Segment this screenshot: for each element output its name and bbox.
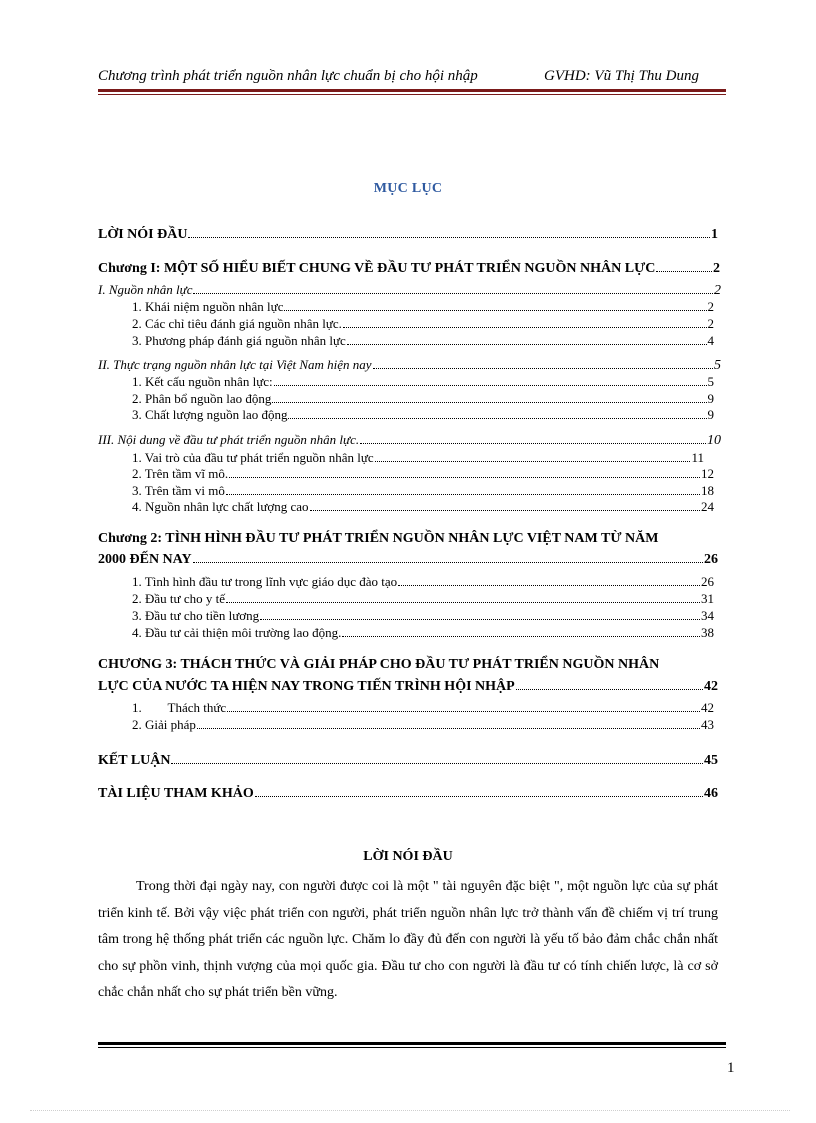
toc-entry-label: 1. Kết cấu nguồn nhân lực:: [132, 373, 273, 389]
toc-entry-page: 26: [701, 573, 714, 589]
toc-entry-page: 18: [701, 482, 714, 498]
toc-entry-page: 2: [707, 298, 714, 314]
toc-entry-chapter-3[interactable]: [98, 676, 718, 695]
toc-leader-dots: [226, 590, 700, 603]
toc-entry-label: 3. Trên tầm vi mô: [132, 482, 225, 498]
toc-leader-dots: [274, 373, 707, 386]
toc-entry-page: 10: [707, 432, 721, 448]
toc-entry-page: 9: [707, 390, 714, 406]
header-rule-thin: [98, 94, 726, 95]
toc-leader-dots: [347, 332, 707, 345]
toc-entry-label: LỰC CỦA NƯỚC TA HIỆN NAY TRONG TIẾN TRÌNH HỘI NHẬP: [98, 678, 515, 694]
toc-entry-conclusion[interactable]: [98, 750, 718, 769]
toc-entry-label: 2. Trên tầm vĩ mô.: [132, 465, 229, 481]
toc-entry-label: 3. Phương pháp đánh giá nguồn nhân lực: [132, 332, 346, 348]
toc-entry-label: 4. Đầu tư cải thiện môi trường lao động.: [132, 624, 342, 640]
toc-entry-label: 1. Thách thức: [132, 699, 227, 715]
toc-leader-dots: [656, 258, 712, 272]
toc-entry-label: 4. Nguồn nhân lực chất lượng cao: [132, 498, 309, 514]
toc-entry-page: 2: [707, 315, 714, 331]
page-number: 1: [727, 1060, 735, 1076]
toc-entry-page: 2: [714, 282, 721, 298]
toc-item[interactable]: [132, 406, 714, 423]
toc-leader-dots: [197, 716, 700, 729]
toc-item[interactable]: [132, 332, 714, 349]
toc-item[interactable]: [132, 573, 714, 590]
toc-leader-dots: [375, 449, 691, 462]
toc-item[interactable]: [132, 716, 714, 733]
footer-rule-thin: [98, 1047, 726, 1048]
toc-entry-page: 12: [701, 465, 714, 481]
toc-item[interactable]: [132, 498, 714, 515]
toc-entry-chapter-2[interactable]: [98, 549, 718, 568]
toc-section-III[interactable]: [98, 431, 721, 449]
toc-leader-dots: [342, 624, 700, 637]
toc-entry-page: 46: [704, 785, 718, 801]
toc-leader-dots: [284, 298, 706, 311]
footer-rule: [98, 1042, 726, 1045]
toc-leader-dots: [193, 549, 703, 563]
toc-leader-dots: [360, 431, 706, 444]
toc-item[interactable]: [132, 607, 714, 624]
toc-section-I[interactable]: [98, 281, 721, 299]
toc-entry-preface[interactable]: [98, 224, 718, 243]
toc-entry-page: 42: [704, 678, 718, 694]
toc-entry-label: 2. Các chỉ tiêu đánh giá nguồn nhân lực.: [132, 315, 342, 331]
toc-entry-chapter-1[interactable]: [98, 258, 720, 277]
toc-entry-page: 43: [701, 716, 714, 732]
toc-entry-label: 1. Khái niệm nguồn nhân lực: [132, 298, 284, 314]
toc-item[interactable]: [132, 482, 714, 499]
toc-item[interactable]: [132, 624, 714, 641]
toc-entry-page: 31: [701, 590, 714, 606]
toc-entry-page: 4: [707, 332, 714, 348]
toc-entry-page: 5: [714, 357, 721, 373]
toc-item[interactable]: [132, 390, 714, 407]
toc-entry-references[interactable]: [98, 783, 718, 802]
header-rule: [98, 89, 726, 92]
toc-leader-dots: [373, 356, 713, 369]
toc-section-II[interactable]: [98, 356, 721, 374]
toc-entry-label: KẾT LUẬN: [98, 752, 171, 768]
toc-leader-dots: [288, 406, 706, 419]
toc-entry-page: 24: [701, 498, 714, 514]
toc-item[interactable]: [132, 699, 714, 716]
toc-entry-page: 11: [691, 449, 704, 465]
toc-entry-page: 38: [701, 624, 714, 640]
toc-entry-label: 3. Đầu tư cho tiền lương: [132, 607, 260, 623]
toc-entry-label: LỜI NÓI ĐẦU: [98, 226, 188, 242]
toc-item[interactable]: [132, 449, 704, 466]
toc-leader-dots: [171, 750, 703, 764]
toc-leader-dots: [343, 315, 707, 328]
toc-chapter-3-heading[interactable]: CHƯƠNG 3: THÁCH THỨC VÀ GIẢI PHÁP CHO ĐẦU TƯ PHÁT TRIỂN NGUỒN NHÂN: [98, 657, 660, 672]
toc-leader-dots: [516, 676, 703, 690]
intro-title: LỜI NÓI ĐẦU: [363, 849, 453, 864]
toc-leader-dots: [188, 224, 710, 238]
toc-entry-page: 2: [713, 260, 720, 276]
toc-entry-label: 2. Đầu tư cho y tế: [132, 590, 225, 606]
toc-entry-page: 45: [704, 752, 718, 768]
toc-leader-dots: [227, 699, 700, 712]
toc-entry-page: 1: [711, 226, 718, 242]
toc-leader-dots: [310, 498, 700, 511]
header-supervisor: GVHD: Vũ Thị Thu Dung: [544, 68, 700, 84]
toc-leader-dots: [193, 281, 713, 294]
toc-chapter-2-heading[interactable]: Chương 2: TÌNH HÌNH ĐẦU TƯ PHÁT TRIỂN NGUỒN NHÂN LỰC VIỆT NAM TỪ NĂM: [98, 531, 659, 546]
toc-item[interactable]: [132, 315, 714, 332]
intro-paragraph: Trong thời đại ngày nay, con người được coi là một " tài nguyên đặc biệt ", một nguồn lực của sự phát triển kinh tế. Bởi vậy việc phát triển con người, phát triển nguồn nhân lực trở thành vấn đề chiếm vị trí trung tâm trong hệ thống phát triển các nguồn lực. Chăm lo đầy đủ đến con người là yếu tố bảo đảm chắc chắn nhất cho sự phồn vinh, thịnh vượng của mọi quốc gia. Đầu tư cho con người là đầu tư có tính chiến lược, là cơ sở chắc chắn nhất cho sự phát triển bền vững.: [98, 879, 718, 1000]
toc-entry-page: 26: [704, 551, 718, 567]
toc-entry-label: II. Thực trạng nguồn nhân lực tại Việt Nam hiện nay: [98, 356, 372, 372]
toc-leader-dots: [260, 607, 700, 620]
header-document-title: Chương trình phát triển nguồn nhân lực chuẩn bị cho hội nhập: [98, 68, 478, 84]
toc-entry-label: Chương I: MỘT SỐ HIỂU BIẾT CHUNG VỀ ĐẦU TƯ PHÁT TRIỂN NGUỒN NHÂN LỰC: [98, 260, 656, 276]
page-edge-divider: [30, 1110, 790, 1111]
toc-entry-label: I. Nguồn nhân lực: [98, 281, 193, 297]
toc-item[interactable]: [132, 590, 714, 607]
toc-leader-dots: [229, 465, 700, 478]
toc-entry-label: 1. Vai trò của đầu tư phát triển nguồn nhân lực: [132, 449, 374, 465]
toc-item[interactable]: [132, 298, 714, 315]
toc-entry-label: 3. Chất lượng nguồn lao động: [132, 406, 288, 422]
toc-leader-dots: [255, 783, 703, 797]
toc-entry-page: 34: [701, 607, 714, 623]
toc-item[interactable]: [132, 373, 714, 390]
toc-entry-page: 5: [707, 373, 714, 389]
toc-entry-label: 2. Giải pháp: [132, 716, 196, 732]
toc-leader-dots: [226, 482, 700, 495]
toc-entry-label: TÀI LIỆU THAM KHẢO: [98, 785, 254, 801]
toc-item[interactable]: [132, 465, 714, 482]
toc-entry-label: 2. Phân bổ nguồn lao động: [132, 390, 272, 406]
toc-entry-label: 1. Tình hình đầu tư trong lĩnh vực giáo dục đào tạo: [132, 573, 398, 589]
toc-title: MỤC LỤC: [373, 181, 443, 196]
toc-leader-dots: [272, 390, 706, 403]
toc-entry-label: 2000 ĐẾN NAY: [98, 551, 192, 567]
toc-leader-dots: [398, 573, 700, 586]
toc-entry-label: III. Nội dung về đầu tư phát triển nguồn nhân lực.: [98, 431, 360, 447]
toc-entry-page: 42: [701, 699, 714, 715]
toc-entry-page: 9: [707, 406, 714, 422]
